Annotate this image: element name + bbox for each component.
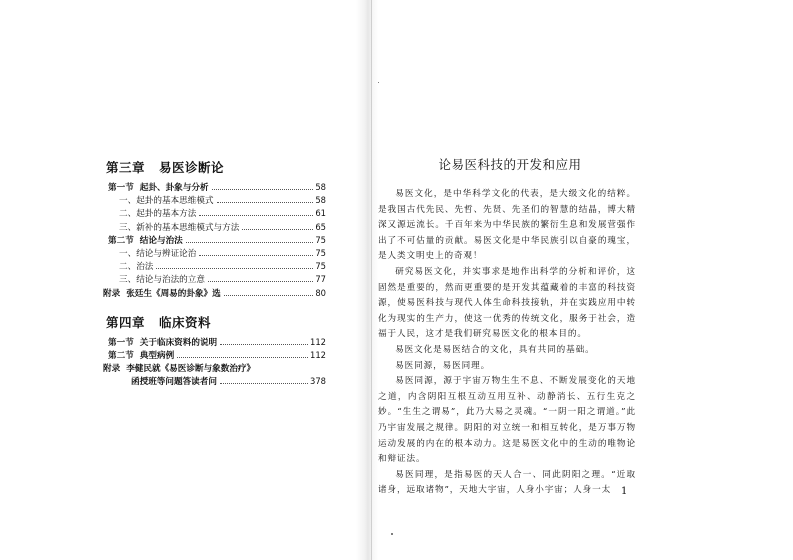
toc-entry-label: 附录 (103, 288, 121, 299)
chapter-title: 临床资料 (159, 314, 212, 330)
leader-dots (208, 281, 313, 282)
toc-entry-title: 新补的基本思维模式与方法 (136, 222, 240, 233)
toc-page-number: 61 (315, 208, 326, 219)
article-paragraph: 易医同源，易医同理。 (395, 360, 491, 371)
chapter-number: 第四章 (106, 314, 146, 330)
article-paragraph: 易医同源，源于宇宙万物生生不息、不断发展变化的天地之道，内含阴阳互根互动互用互补、动静消长、五行生克之妙。“生生之谓易”，此乃大易之灵魂。“一阴一阳之谓道。”此乃宇宙发展之规律。阴阳的对立统一和相互转化，是万事万物运动发展的内在的根本动力。这是易医文化中的生动的唯物论和辩证法。 (378, 376, 636, 465)
toc-page-number: 75 (315, 247, 326, 258)
article-paragraph: 研究易医文化，并实事求是地作出科学的分析和评价，这固然是重要的，然而更重要的是开发其蕴藏着的丰富的科技资源，使易医科技与现代人体生命科技接轨，并在实践应用中转化为现实的生产力，使这一优秀的传统文化，服务于社会，造福于人民，这才是我们研究易医文化的根本目的。 (378, 266, 636, 340)
toc-page-number: 77 (315, 274, 326, 285)
leader-dots (156, 268, 313, 269)
toc-entry-title: 结论与辨证论治 (136, 248, 197, 259)
toc-entry-title: 张廷生《周易的卦象》选 (126, 288, 221, 299)
page-fold (371, 0, 372, 560)
toc-entry-title: 结论与治法的立意 (136, 275, 205, 286)
leader-dots (220, 383, 308, 384)
article-paragraph: 易医文化，是中华科学文化的代表，是大级文化的结粹。是我国古代先民、先哲、先贤、先圣们的智慧的结晶，博大精深又源远流长。千百年来为中华民族的繁衍生息和发展营强作出了不可估量的贡献。易医文化是中华民族引以自豪的瑰宝，是人类文明史上的奇观！ (378, 189, 636, 262)
leader-dots (186, 242, 314, 243)
appendix-title-line1: 李健民就《易医诊断与象数治疗》 (126, 364, 256, 375)
toc-entry-title: 典型病例 (139, 350, 175, 361)
book-gutter (356, 0, 378, 560)
scan-speck (391, 533, 393, 535)
leader-dots (199, 255, 313, 256)
toc-page-number: 112 (310, 336, 326, 347)
toc-chapter-4 (103, 313, 326, 389)
toc-appendix-continued (108, 375, 326, 388)
toc-entry-label: 第一节 (108, 183, 134, 193)
toc-entry (108, 336, 326, 349)
toc-page-number: 58 (315, 195, 326, 206)
appendix-label: 附录 (103, 364, 121, 375)
article-paragraph: 易医文化是易医结合的文化，具有共同的基础。 (395, 344, 595, 355)
toc-entry-label: 第二节 (108, 235, 134, 246)
toc-entry (108, 349, 326, 362)
leader-dots (220, 344, 308, 345)
article-title: 论易医科技的开发和应用 (438, 157, 582, 172)
toc-entry-label: 第一节 (108, 337, 134, 348)
toc-page-number: 65 (315, 221, 326, 232)
toc-entry-title: 起卦的基本思维模式 (136, 196, 214, 207)
toc-entry (108, 207, 326, 220)
leader-dots (212, 189, 314, 190)
table-of-contents (103, 158, 326, 388)
toc-page-number: 75 (315, 261, 326, 272)
leader-dots (177, 357, 308, 358)
scan-speck (378, 82, 379, 83)
chapter-heading (106, 313, 326, 331)
toc-entry-label: 第二节 (108, 350, 134, 361)
toc-entry (108, 194, 326, 207)
toc-entry-title: 治法 (136, 262, 154, 273)
toc-entry-title: 关于临床资料的说明 (139, 337, 218, 348)
toc-entry (108, 221, 326, 234)
page-number: 1 (621, 486, 628, 497)
article-paragraph: 易医同理，是指易医的天人合一、同此阴阳之理。“近取诸身，远取诸物”，天地大宇宙，人身小宇宙；人身一太 (378, 469, 636, 496)
toc-appendix (103, 362, 326, 375)
toc-entry-label: 二、 (119, 262, 137, 273)
article (378, 155, 636, 499)
leader-dots (242, 229, 313, 230)
toc-page-number: 112 (310, 349, 326, 360)
chapter-number: 第三章 (106, 160, 146, 175)
toc-entry-title: 起卦、卦象与分析 (139, 183, 209, 193)
toc-entry-label: 一、 (119, 196, 137, 207)
toc-page-number: 75 (315, 234, 326, 245)
toc-chapter-3 (103, 158, 326, 300)
leader-dots (199, 215, 313, 216)
toc-entry (108, 273, 326, 286)
toc-page-number: 80 (315, 287, 326, 298)
toc-entry-title: 起卦的基本方法 (136, 209, 197, 220)
toc-entry (108, 234, 326, 247)
appendix-title-line2: 函授班等问题答读者问 (131, 377, 217, 388)
toc-page-number: 58 (315, 182, 326, 192)
toc-page-number: 378 (310, 376, 326, 387)
toc-entry (108, 247, 326, 260)
leader-dots (224, 295, 314, 296)
toc-entry-label: 三、 (119, 222, 137, 233)
chapter-title: 易医诊断论 (159, 160, 225, 175)
toc-entry (108, 181, 326, 194)
toc-entry-label: 三、 (119, 275, 137, 286)
chapter-heading (106, 158, 326, 176)
toc-entry-title: 结论与治法 (139, 235, 183, 246)
toc-entry (108, 260, 326, 273)
leader-dots (217, 202, 314, 203)
toc-entry (103, 287, 326, 300)
toc-entry-label: 二、 (119, 209, 137, 220)
toc-entry-label: 一、 (119, 248, 137, 259)
article-body (378, 187, 636, 499)
